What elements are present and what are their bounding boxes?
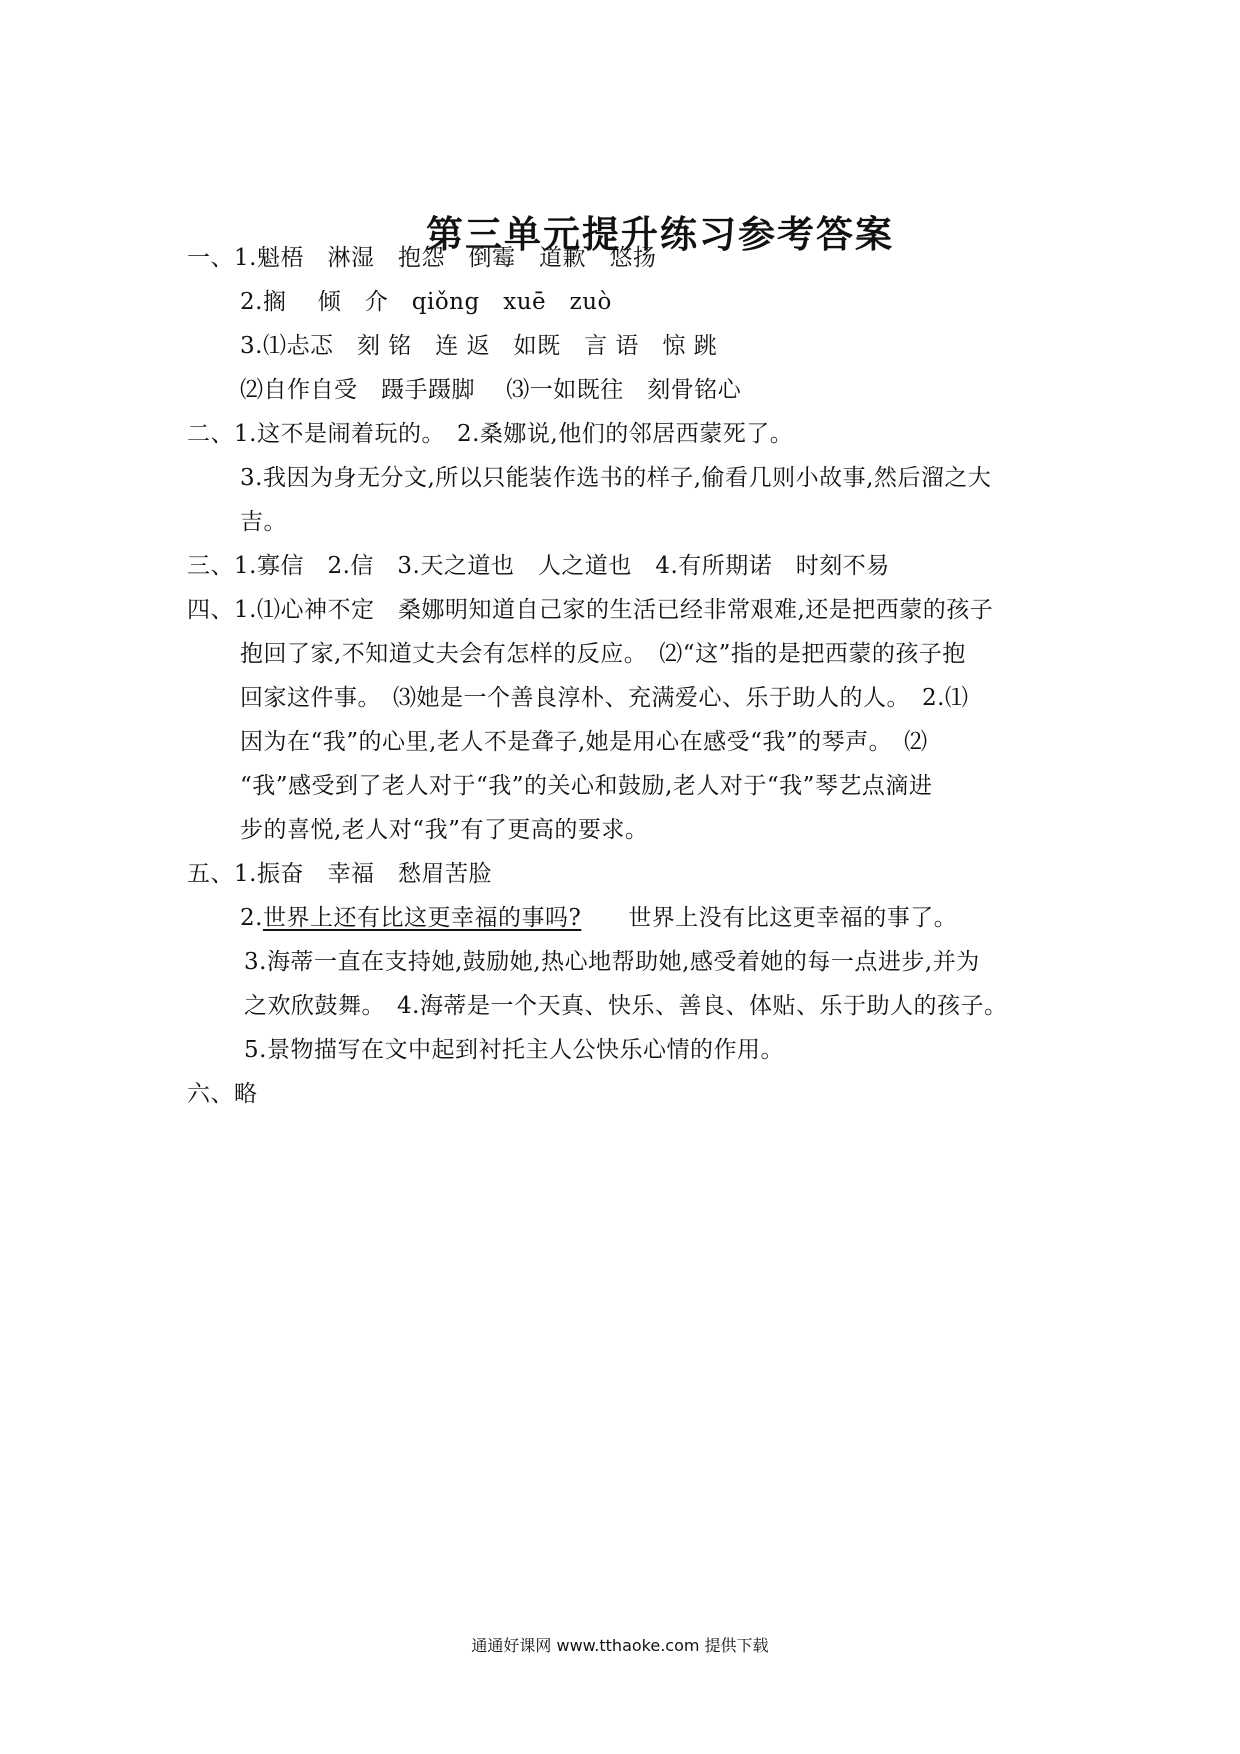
section-4-line-1: 四、1.⑴心神不定 桑娜明知道自己家的生活已经非常艰难,还是把西蒙的孩子 (187, 597, 994, 623)
section-5-line-4: 之欢欣鼓舞。 4.海蒂是一个天真、快乐、善良、体贴、乐于助人的孩子。 (244, 993, 1008, 1019)
section-4-line-4: 因为在“我”的心里,老人不是聋子,她是用心在感受“我”的琴声。 ⑵ (240, 729, 928, 755)
section-3-line-1: 三、1.寡信 2.信 3.天之道也 人之道也 4.有所期诺 时刻不易 (187, 553, 890, 579)
page-title: 第三单元提升练习参考答案 (426, 213, 894, 256)
section-5-line-1: 五、1.振奋 幸福 愁眉苦脸 (187, 861, 492, 887)
section-5-line-3: 3.海蒂一直在支持她,鼓励她,热心地帮助她,感受着她的每一点进步,并为 (244, 949, 980, 975)
section-4-line-6: 步的喜悦,老人对“我”有了更高的要求。 (240, 817, 649, 843)
section-4-line-2: 抱回了家,不知道丈夫会有怎样的反应。 ⑵“这”指的是把西蒙的孩子抱 (240, 641, 966, 667)
section-2-line-1: 二、1.这不是闹着玩的。 2.桑娜说,他们的邻居西蒙死了。 (187, 421, 794, 447)
line-2-prefix: 2. (240, 905, 263, 931)
section-2-line-2: 3.我因为身无分文,所以只能装作选书的样子,偷看几则小故事,然后溜之大 (240, 465, 992, 491)
section-4-line-3: 回家这件事。 ⑶她是一个善良淳朴、充满爱心、乐于助人的人。 2.⑴ (240, 685, 969, 711)
section-4-line-5: “我”感受到了老人对于“我”的关心和鼓励,老人对于“我”琴艺点滴进 (240, 773, 933, 799)
section-5-line-2 (240, 898, 957, 938)
section-2-line-3: 吉。 (240, 509, 287, 535)
section-6-line-1: 六、略 (187, 1081, 258, 1107)
section-1-line-3: 3.⑴忐忑 刻 铭 连 返 如既 言 语 惊 跳 (240, 333, 718, 359)
underlined-answer: 世界上还有比这更幸福的事吗? (262, 905, 582, 931)
section-1-line-2: 2.搁 倾 介 qiǒng xuē zuò (240, 289, 612, 315)
section-1-line-4: ⑵自作自受 蹑手蹑脚 ⑶一如既往 刻骨铭心 (240, 377, 742, 403)
footer-source: 通通好课网 www.tthaoke.com 提供下载 (471, 1636, 769, 1655)
line-2-rest: 世界上没有比这更幸福的事了。 (581, 905, 958, 931)
section-1-line-1: 一、1.魁梧 淋湿 抱怨 倒霉 道歉 悠扬 (187, 245, 657, 271)
section-5-line-5: 5.景物描写在文中起到衬托主人公快乐心情的作用。 (244, 1037, 784, 1063)
